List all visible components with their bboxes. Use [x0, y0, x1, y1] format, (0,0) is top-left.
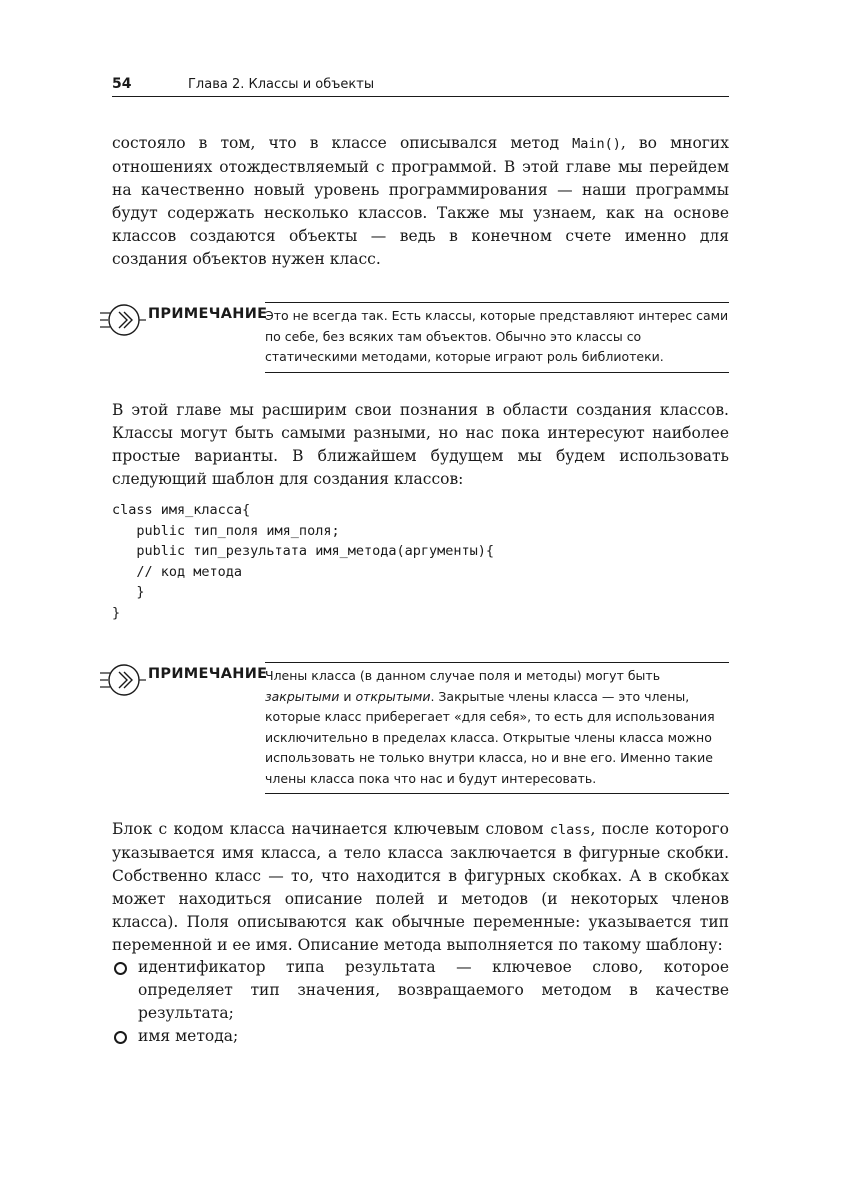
list-item	[112, 1025, 729, 1048]
term-public: открытыми	[355, 688, 431, 704]
intro-text-start: состояло в том, что в классе описывался метод	[112, 134, 573, 152]
list-item-text: идентификатор типа результата — ключевое слово, которое определяет тип значения, возвращаемого методом в качестве результата;	[138, 958, 729, 1022]
para3-text-start: Блок с кодом класса начинается ключевым словом	[112, 820, 550, 838]
note-text	[265, 302, 729, 373]
body-paragraph-2: В этой главе мы расширим свои познания в области создания классов. Классы могут быть самыми разными, но нас пока интересуют наиболее простые варианты. В ближайшем будущем мы будем использовать следующий шаблон для создания классов:	[112, 401, 729, 488]
inline-code-main: Main()	[572, 136, 621, 152]
para3-text-end: , после которого указывается имя класса, а тело класса заключается в фигурные скобки. Собственно класс — то, что находится в фигурных скобках. А в скобках может находиться описание полей и методов (и некоторых членов класса). Поля описываются как обычные переменные: указывается тип переменной и ее имя. Описание метода выполняется по такому шаблону:	[112, 820, 729, 954]
note-arrow-icon	[100, 662, 146, 698]
inline-code-class: class	[549, 822, 591, 838]
list-item	[112, 956, 729, 1025]
body-paragraph-3	[112, 818, 729, 957]
circle-bullet-icon	[114, 962, 127, 975]
note-arrow-icon	[100, 302, 146, 338]
term-private: закрытыми	[265, 688, 340, 704]
page-number: 54	[112, 76, 132, 92]
note-paragraph: Это не всегда так. Есть классы, которые представляют интерес сами по себе, без всяких там объектов. Обычно это классы со статическими методами, которые играют роль библиотеки.	[265, 308, 729, 364]
note-text-part: Члены класса (в данном случае поля и методы) могут быть	[265, 668, 661, 683]
note-paragraph	[265, 666, 729, 789]
circle-bullet-icon	[114, 1031, 127, 1044]
note-label: ПРИМЕЧАНИЕ	[148, 306, 268, 322]
bullet-list	[112, 956, 729, 1048]
chapter-title: Глава 2. Классы и объекты	[188, 77, 375, 92]
list-item-text: имя метода;	[138, 1027, 239, 1045]
running-header	[112, 74, 729, 97]
note-text	[265, 662, 729, 794]
note-text-part: . Закрытые члены класса — это члены, которые класс приберегает «для себя», то есть для использования исключительно в пределах класса. Открытые члены класса можно использовать не только внутри класса, но и вне его. Именно такие члены класса пока что нас и будут интересовать.	[265, 688, 715, 786]
code-block: class имя_класса{ public тип_поля имя_поля; public тип_результата имя_метода(аргументы){ // код метода } }	[112, 502, 495, 621]
note-text-part: и	[339, 688, 356, 704]
intro-paragraph	[112, 132, 729, 271]
intro-text-end: , во многих отношениях отождествляемый с программой. В этой главе мы перейдем на качественно новый уровень программирования — наши программы будут содержать несколько классов. Также мы узнаем, как на основе классов создаются объекты — ведь в конечном счете именно для создания объектов нужен класс.	[112, 134, 729, 268]
note-label: ПРИМЕЧАНИЕ	[148, 666, 268, 682]
